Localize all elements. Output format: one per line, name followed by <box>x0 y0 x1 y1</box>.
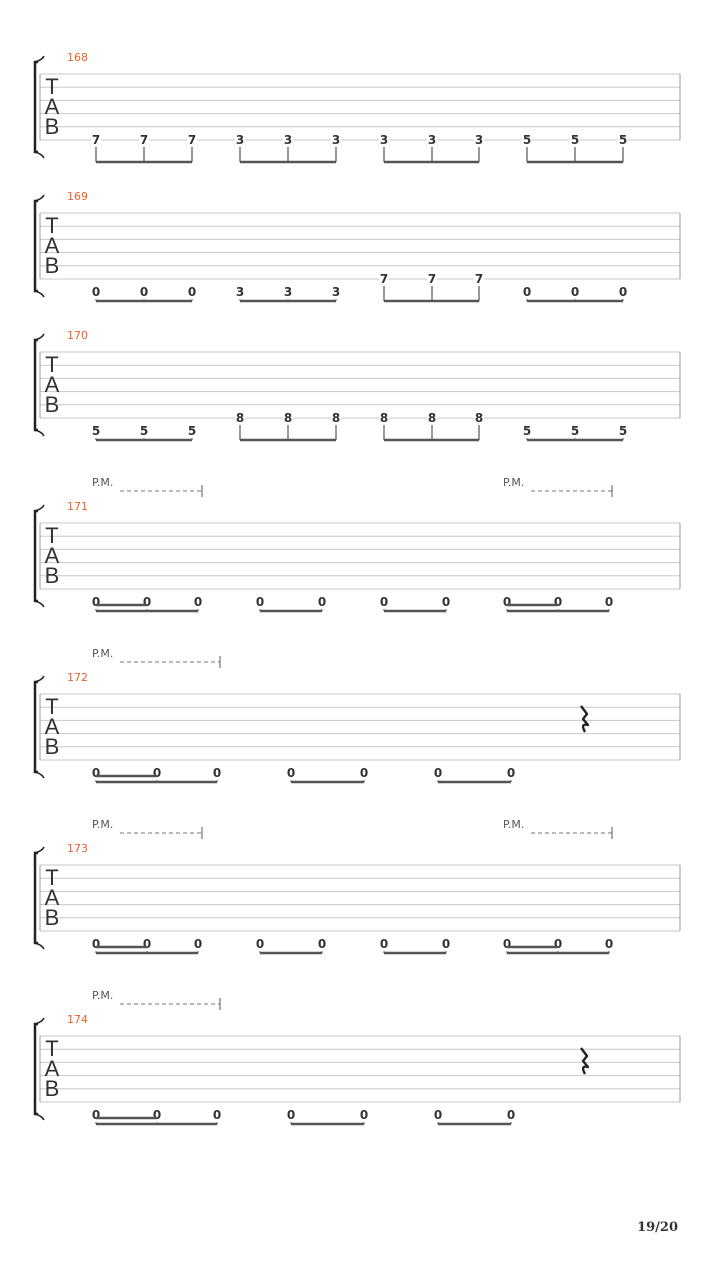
tab-clef-letter: A <box>44 372 60 397</box>
bracket-hook-top <box>35 195 44 201</box>
bracket-hook-top <box>35 1018 44 1024</box>
fret-number: 7 <box>474 272 484 286</box>
system-bracket <box>35 511 38 601</box>
bracket-hook-top <box>35 56 44 62</box>
bracket-hook-bottom <box>35 1114 44 1120</box>
system-bracket <box>35 682 38 772</box>
fret-number: 0 <box>212 766 222 781</box>
measure-number: 173 <box>67 842 88 855</box>
system-bracket <box>35 62 38 152</box>
fret-number: 3 <box>283 133 293 147</box>
fret-number: 0 <box>506 766 516 781</box>
fret-number: 0 <box>570 285 580 300</box>
tab-clef-letter: A <box>44 233 60 258</box>
fret-number: 0 <box>506 1108 516 1123</box>
fret-number: 0 <box>502 595 512 610</box>
bracket-hook-bottom <box>35 430 44 436</box>
tab-system <box>35 818 680 953</box>
fret-number: 0 <box>255 937 265 952</box>
tab-system <box>35 989 680 1124</box>
tab-clef-letter: B <box>44 114 60 139</box>
tab-clef-letter: A <box>44 714 60 739</box>
bracket-hook-top <box>35 334 44 340</box>
measure-number: 170 <box>67 329 88 342</box>
fret-number: 0 <box>317 937 327 952</box>
fret-number: 0 <box>604 595 614 610</box>
tab-clef-letter: A <box>44 94 60 119</box>
quarter-rest <box>581 706 588 732</box>
fret-number: 8 <box>379 411 389 425</box>
tab-clef-letter: T <box>45 1036 59 1061</box>
fret-number: 0 <box>441 937 451 952</box>
fret-number: 0 <box>139 285 149 300</box>
bracket-hook-bottom <box>35 772 44 778</box>
fret-number: 0 <box>286 1108 296 1123</box>
fret-number: 5 <box>618 424 628 439</box>
fret-number: 5 <box>91 424 101 439</box>
fret-number: 0 <box>187 285 197 300</box>
bracket-hook-bottom <box>35 601 44 607</box>
palm-mute-label: P.M. <box>503 818 525 831</box>
palm-mute-label: P.M. <box>92 476 114 489</box>
fret-number: 0 <box>142 595 152 610</box>
fret-number: 7 <box>379 272 389 286</box>
fret-number: 5 <box>187 424 197 439</box>
tab-clef-letter: T <box>45 523 59 548</box>
fret-number: 3 <box>235 285 245 300</box>
tab-clef-letter: A <box>44 543 60 568</box>
fret-number: 0 <box>553 595 563 610</box>
fret-number: 0 <box>91 937 101 952</box>
fret-number: 3 <box>331 285 341 300</box>
tab-clef-letter: T <box>45 352 59 377</box>
fret-number: 8 <box>427 411 437 425</box>
tab-clef-letter: B <box>44 253 60 278</box>
tab-clef-letter: B <box>44 392 60 417</box>
fret-number: 0 <box>441 595 451 610</box>
fret-number: 3 <box>379 133 389 147</box>
fret-number: 7 <box>91 133 101 147</box>
fret-number: 3 <box>427 133 437 147</box>
fret-number: 0 <box>142 937 152 952</box>
fret-number: 5 <box>570 133 580 147</box>
tab-clef-letter: T <box>45 865 59 890</box>
tab-system <box>35 190 680 301</box>
fret-number: 8 <box>235 411 245 425</box>
fret-number: 0 <box>212 1108 222 1123</box>
fret-number: 0 <box>604 937 614 952</box>
tab-system <box>35 329 680 440</box>
measure-number: 171 <box>67 500 88 513</box>
tab-clef-letter: B <box>44 905 60 930</box>
fret-number: 5 <box>522 133 532 147</box>
fret-number: 0 <box>359 766 369 781</box>
fret-number: 0 <box>502 937 512 952</box>
fret-number: 0 <box>433 766 443 781</box>
fret-number: 7 <box>139 133 149 147</box>
fret-number: 0 <box>553 937 563 952</box>
fret-number: 5 <box>618 133 628 147</box>
fret-number: 0 <box>522 285 532 300</box>
fret-number: 7 <box>427 272 437 286</box>
system-bracket <box>35 340 38 430</box>
system-bracket <box>35 201 38 291</box>
fret-number: 0 <box>152 1108 162 1123</box>
fret-number: 0 <box>379 595 389 610</box>
fret-number: 0 <box>91 595 101 610</box>
fret-number: 0 <box>255 595 265 610</box>
tab-clef-letter: B <box>44 734 60 759</box>
bracket-hook-bottom <box>35 152 44 158</box>
system-bracket <box>35 853 38 943</box>
palm-mute-label: P.M. <box>92 818 114 831</box>
fret-number: 3 <box>474 133 484 147</box>
tab-system <box>35 647 680 782</box>
fret-number: 0 <box>317 595 327 610</box>
tab-clef-letter: T <box>45 694 59 719</box>
measure-number: 168 <box>67 51 88 64</box>
system-bracket <box>35 1024 38 1114</box>
measure-number: 174 <box>67 1013 88 1026</box>
bracket-hook-bottom <box>35 291 44 297</box>
fret-number: 5 <box>522 424 532 439</box>
tab-system <box>35 51 680 162</box>
fret-number: 5 <box>570 424 580 439</box>
fret-number: 0 <box>286 766 296 781</box>
bracket-hook-top <box>35 847 44 853</box>
bracket-hook-bottom <box>35 943 44 949</box>
bracket-hook-top <box>35 505 44 511</box>
tab-clef-letter: B <box>44 563 60 588</box>
fret-number: 0 <box>193 595 203 610</box>
palm-mute-label: P.M. <box>92 647 114 660</box>
tab-system <box>35 476 680 611</box>
fret-number: 0 <box>359 1108 369 1123</box>
measure-number: 169 <box>67 190 88 203</box>
fret-number: 0 <box>379 937 389 952</box>
fret-number: 3 <box>235 133 245 147</box>
fret-number: 8 <box>474 411 484 425</box>
quarter-rest <box>581 1048 588 1074</box>
fret-number: 8 <box>283 411 293 425</box>
fret-number: 0 <box>152 766 162 781</box>
fret-number: 0 <box>91 766 101 781</box>
fret-number: 0 <box>91 1108 101 1123</box>
page-number: 19/20 <box>637 1220 678 1235</box>
fret-number: 0 <box>433 1108 443 1123</box>
fret-number: 8 <box>331 411 341 425</box>
fret-number: 3 <box>331 133 341 147</box>
fret-number: 0 <box>91 285 101 300</box>
measure-number: 172 <box>67 671 88 684</box>
palm-mute-label: P.M. <box>92 989 114 1002</box>
tab-clef-letter: T <box>45 213 59 238</box>
tab-clef-letter: A <box>44 1056 60 1081</box>
fret-number: 3 <box>283 285 293 300</box>
tab-clef-letter: B <box>44 1076 60 1101</box>
fret-number: 0 <box>618 285 628 300</box>
fret-number: 7 <box>187 133 197 147</box>
fret-number: 5 <box>139 424 149 439</box>
bracket-hook-top <box>35 676 44 682</box>
tab-clef-letter: A <box>44 885 60 910</box>
fret-number: 0 <box>193 937 203 952</box>
tab-clef-letter: T <box>45 74 59 99</box>
palm-mute-label: P.M. <box>503 476 525 489</box>
